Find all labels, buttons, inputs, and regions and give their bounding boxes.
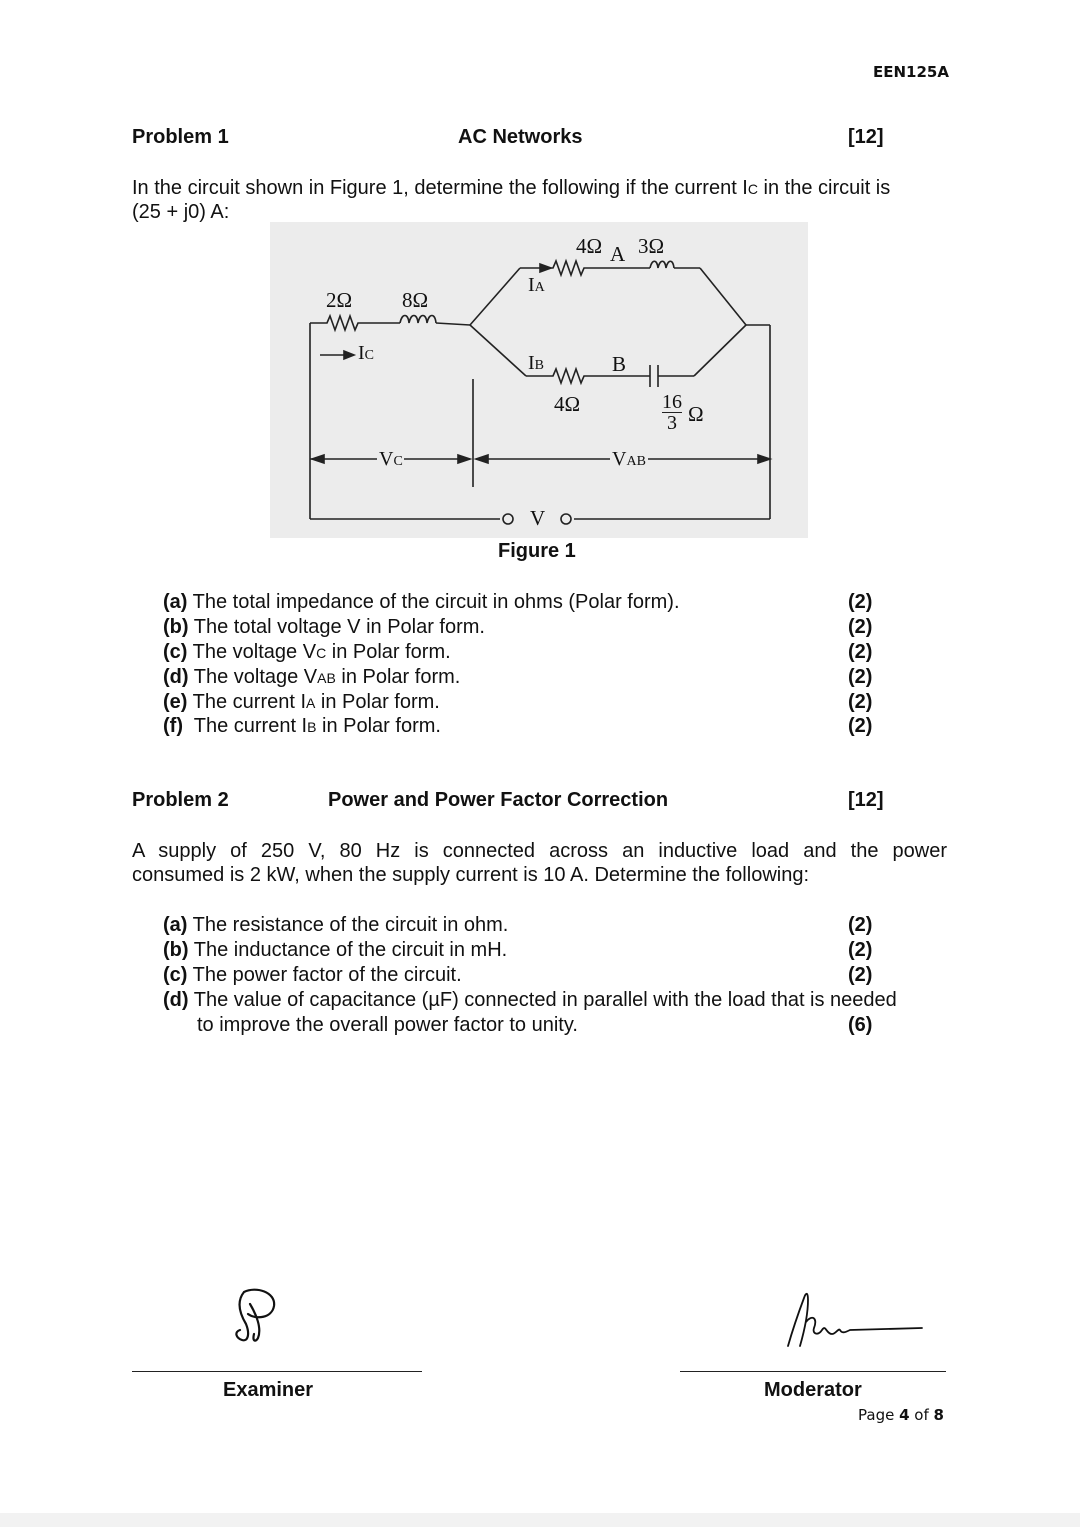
label-v: V [530,506,546,530]
p2-question-d-line2: to improve the overall power factor to unity. [197,1014,578,1036]
problem1-intro-line2: (25 + j0) A: [132,201,230,223]
label-vc: VC [379,448,403,470]
moderator-signature-line [680,1371,946,1372]
problem2-label: Problem 2 [132,789,229,811]
examiner-label: Examiner [223,1379,314,1401]
page-number: Page 4 of 8 [858,1406,944,1424]
problem1-label: Problem 1 [132,126,229,148]
label-ia: IA [528,274,545,296]
label-ib: IB [528,352,545,374]
p2-mark-b: (2) [848,939,873,961]
p2-mark-c: (2) [848,964,873,986]
problem1-title: AC Networks [458,126,583,148]
p1-question-b: (b) The total voltage V in Polar form. [163,616,485,638]
moderator-signature [782,1288,928,1350]
moderator-label: Moderator [764,1379,862,1401]
problem2-intro-line2: consumed is 2 kW, when the supply current is 10 A. Determine the following: [132,864,810,886]
p1-mark-b: (2) [848,616,873,638]
problem2-intro-line1: A supply of 250 V, 80 Hz is connected across an inductive load and the power [132,840,947,862]
p2-mark-d: (6) [848,1014,873,1036]
p1-question-e: (e) The current IA in Polar form. [163,691,440,713]
label-ic: IC [358,342,375,364]
p2-question-d: (d) The value of capacitance (µF) connected in parallel with the load that is needed [163,989,897,1011]
p1-mark-c: (2) [848,641,873,663]
p2-mark-a: (2) [848,914,873,936]
problem1-marks: [12] [848,126,884,148]
p1-question-d: (d) The voltage VAB in Polar form. [163,666,461,688]
problem2-marks: [12] [848,789,884,811]
p2-question-c: (c) The power factor of the circuit. [163,964,462,986]
p1-mark-a: (2) [848,591,873,613]
label-3-ohm: 3Ω [638,234,665,258]
p1-question-f: (f) The current IB in Polar form. [163,715,441,737]
circuit-figure [270,222,808,538]
p2-question-b: (b) The inductance of the circuit in mH. [163,939,508,961]
p1-question-a: (a) The total impedance of the circuit in ohms (Polar form). [163,591,680,613]
label-2-ohm: 2Ω [326,288,353,312]
label-node-a: A [610,242,626,266]
figure-caption: Figure 1 [498,540,576,562]
label-4-ohm-upper: 4Ω [576,234,603,258]
examiner-signature-line [132,1371,422,1372]
p1-question-c: (c) The voltage VC in Polar form. [163,641,451,663]
label-cap-unit: Ω [688,402,704,426]
p2-question-a: (a) The resistance of the circuit in ohm. [163,914,509,936]
p1-mark-e: (2) [848,691,873,713]
label-cap-fraction: 16 3 [662,391,682,434]
problem1-intro-line1: In the circuit shown in Figure 1, determine the following if the current IC in the circuit is [132,177,891,199]
p1-mark-f: (2) [848,715,873,737]
examiner-signature [226,1284,286,1346]
label-vab: VAB [612,448,646,470]
p1-mark-d: (2) [848,666,873,688]
problem2-title: Power and Power Factor Correction [328,789,669,811]
label-node-b: B [612,352,627,376]
course-code: EEN125A [873,63,949,81]
label-8-ohm: 8Ω [402,288,429,312]
label-4-ohm-lower: 4Ω [554,392,581,416]
